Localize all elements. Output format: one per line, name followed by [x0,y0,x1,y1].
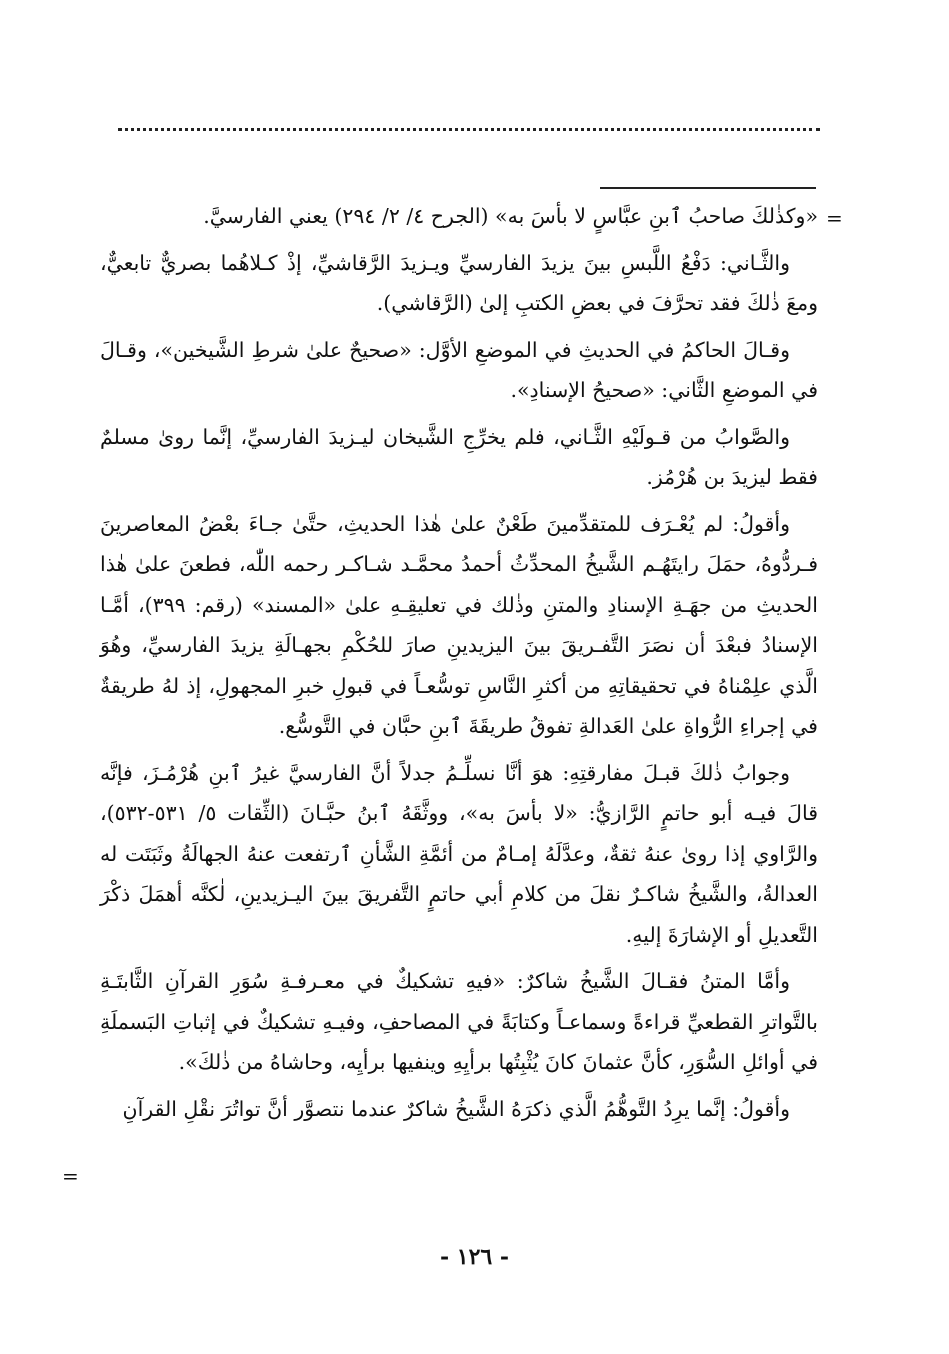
paragraph-6: وجوابُ ذٰلكَ قبـلَ مفارقتِهِ: هوَ أنَّا نسلِّـمُ جدلاً أنَّ الفارسيَّ غيرُ ٱبنِ هُرْمُـزَ، فإنَّه قالَ فيـه أبو حاتمٍ الرَّازيُّ: «لا بأسَ به»، ووثَّقَهُ ٱبنُ حبَّـانَ (الثِّقات ٥/ ٥٣١-٥٣٢)، والرَّاوي إذا روىٰ عنهُ ثقةٌ، وعدَّلَهُ إمـامٌ من أئمَّةِ الشَّأنِ ٱرتفعت عنهُ الجهالَةُ وثَبَتَت له العدالةُ، والشَّيخُ شاكـرٌ نقلَ من كلامِ أبي حاتمٍ التَّفريقَ بينَ اليـزيدينِ، لٰكنَّه أهمَلَ ذكْرَ التَّعديلِ أو الإشارَةَ إليهِ. [100,760,818,947]
footnote-text [100,196,818,1135]
paragraph-2: والثَّـاني: دَفْعُ اللَّبسِ بينَ يزيدَ الفارسيِّ ويـزيدَ الرَّقاشيِّ، إذْ كـلاهُما بصريٌّ تابعيٌّ، ومعَ ذٰلكَ فقد تحرَّفَ في بعضِ الكتبِ إلىٰ (الرَّقاشي). [100,250,818,315]
paragraph-7: وأمَّا المتنُ فقـالَ الشَّيخُ شاكرٌ: «فيهِ تشكيكٌ في معـرفـةِ سُوَرِ القرآنِ الثَّابتَـةِ بالتَّواترِ القطعيِّ قراءةً وسماعـاً وكتابَةً في المصاحفِ، وفيـهِ تشكيكٌ في إثباتِ البَسملَةِ في أوائلِ السُّوَرِ، كأنَّ عثمانَ كانَ يُثْبِتُها برأيِهِ وينفيها برأيِه، وحاشاهُ من ذٰلكَ». [100,969,818,1074]
paragraph-3: وقـالَ الحاكمُ في الحديثِ في الموضعِ الأوَّل: «صحيحٌ علىٰ شرطِ الشَّيخين»، وقـالَ في الموضعِ الثَّاني: «صحيحُ الإسنادِ». [100,337,818,402]
paragraph-8: وأقولُ: إنَّما يرِدُ التَّوهُّمُ الَّذي ذكرَهُ الشَّيخُ شاكرٌ عندما نتصوَّر أنَّ تواتُرَ نقْلِ القرآنِ [122,1096,790,1121]
paragraph-1: «وكذٰلكَ صاحبُ ٱبنِ عبَّاسٍ لا بأسَ به» (الجرح ٤/ ٢/ ٢٩٤) يعني الفارسيَّ. [203,204,818,228]
paragraph-5: وأقولُ: لم يُعْـرَف للمتقدِّمينَ طَعْنٌ علىٰ هٰذا الحديثِ، حتَّىٰ جـاءَ بعْضُ المعاصرينَ فـردُّوهُ، حمَلَ رايتَهُـم الشَّيخُ المحدِّثُ أحمدُ محمَّـد شـاكـر رحمه اللّٰه، فطعنَ علىٰ هٰذا الحديثِ من جهَـةِ الإسنادِ والمتنِ وذٰلك في تعليقِـهِ علىٰ «المسند» (رقم: ٣٩٩)، أمَّـا الإسنادُ فبعْدَ أن نصَرَ التَّفـريقَ بينَ اليزيدينِ صارَ للحُكْمِ بجهـالَةِ يزيدَ الفارسيِّ، وهُوَ الَّذي علِمْناهُ في تحقيقاتِهِ من أكثرِ النَّاسِ توسُّعـاً في قبولِ خبرِ المجهولِ، إذ لهُ طريقةٌ في إجراءِ الرُّواةِ علىٰ العَدالةِ تفوقُ طريقَةَ ٱبنِ حبَّان في التَّوسُّع. [100,511,818,738]
header-dotted-rule [118,128,820,131]
continuation-mark-start: = [826,206,843,230]
continuation-mark-end: = [62,1164,79,1188]
paragraph-4: والصَّوابُ من قـولَيْهِ الثَّـاني، فلم يخرِّجِ الشَّيخان ليـزيدَ الفارسيِّ، إنَّما روىٰ مسلمٌ فقط ليزيدَ بن هُرْمُز. [100,424,818,489]
page-number: - ١٢٦ - [439,1244,510,1270]
footnote-separator-rule [600,187,816,189]
